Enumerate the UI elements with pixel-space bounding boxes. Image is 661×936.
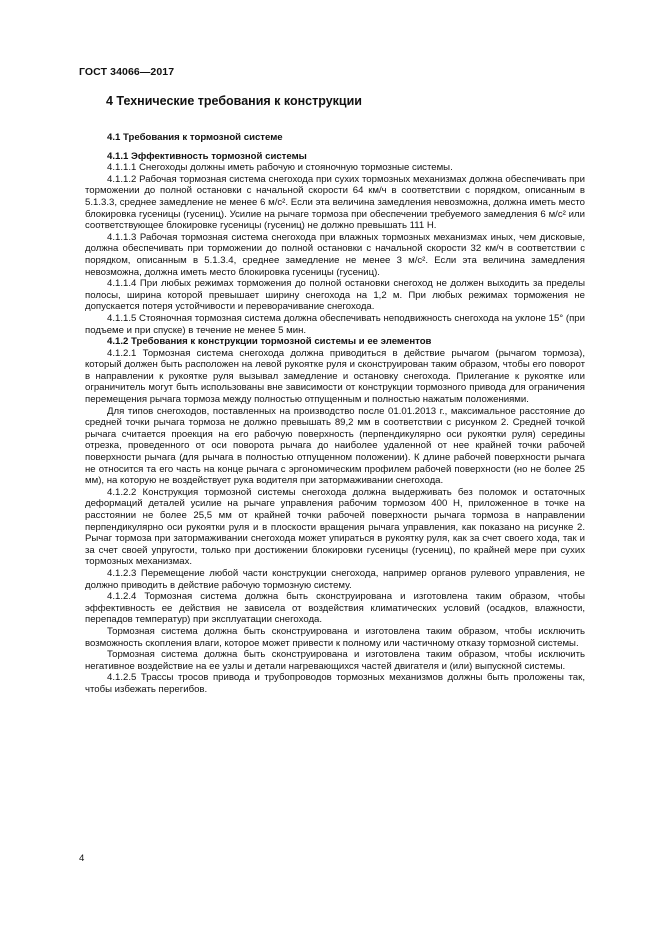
paragraph-4-1-2-4-moisture: Тормозная система должна быть сконструирована и изготовлена таким образом, чтобы исключить возможность скопления влаги, которое может привести к полному или частичному отказу тормозной системы. [85,625,585,649]
paragraph-4-1-2-2: 4.1.2.2 Конструкция тормозной системы снегохода должна выдерживать без поломок и остаточных деформаций деталей усилие на рычаге управления рабочим тормозом 400 Н, приложенное в точке на расстоянии не более 25,5 мм от крайней точки рабочей поверхности рычага тормоза в направлении перпендикулярно оси рукоятки руля и в плоскости вращения рычага управления, как показано на рисунке 2. Рычаг тормоза при затормаживании снегохода может упираться в рукоятку руля, как за счет своего хода, так и за счет своей упругости, только при достижении блокировки гусеницы (гусениц), по крайней мере при сухих тормозных механизмах. [85,486,585,568]
paragraph-4-1-2-4: 4.1.2.4 Тормозная система должна быть сконструирована и изготовлена таким образом, чтобы эффективность ее действия не зависела от воздействия климатических условий (осадков, влажности, перепадов температур) при эксплуатации снегохода. [85,591,585,626]
paragraph-4-1-2-5: 4.1.2.5 Трассы тросов привода и трубопроводов тормозных механизмов должны быть проложены так, чтобы избежать перегибов. [85,672,585,695]
paragraph-4-1-1-4: 4.1.1.4 При любых режимах торможения до полной остановки снегоход не должен выходить за пределы полосы, ширина которой превышает ширину снегохода на 1,2 м. При любых режимах торможения не допускается потеря устойчивости и переворачивание снегохода. [85,278,585,313]
paragraph-4-1-2-3: 4.1.2.3 Перемещение любой части конструкции снегохода, например органов рулевого управления, не должно приводить в действие рабочую тормозную систему. [85,567,585,591]
paragraph-4-1-2-1-continued: Для типов снегоходов, поставленных на производство после 01.01.2013 г., максимальное расстояние до средней точки рычага тормоза не должно превышать 89,2 мм в соответствии с рисунком 2. Средней точкой рычага считается проекция на его рабочую поверхность (перпендикулярно оси рукоятки руля) середины отрезка, проведенного от оси поворота рычага до наиболее удаленной от нее крайней точки рабочей поверхности рычага (для рычага в полностью отпущенном положении). К длине рабочей поверхности рычага не относится та его часть на конце рычага с эргономическим профилем рабочей поверхности (но не более 25 мм), на которую не воздействует рука водителя при затормаживании снегохода. [85,405,585,487]
subsection-heading-4-1-2: 4.1.2 Требования к конструкции тормозной системы и ее элементов [107,336,432,348]
subsection-heading-4-1-1: 4.1.1 Эффективность тормозной системы [107,150,307,162]
document-header: ГОСТ 34066—2017 [79,66,175,78]
page-number: 4 [79,853,85,864]
paragraph-4-1-1-1: 4.1.1.1 Снегоходы должны иметь рабочую и стояночную тормозные системы. [107,162,453,174]
paragraph-4-1-2-4-heat: Тормозная система должна быть сконструирована и изготовлена таким образом, чтобы исключить негативное воздействие на ее узлы и детали нагревающихся частей двигателя и (или) выпускной системы. [85,649,585,672]
paragraph-4-1-2-1: 4.1.2.1 Тормозная система снегохода должна приводиться в действие рычагом (рычагом тормоза), который должен быть расположен на левой рукоятке руля и сконструирован таким образом, чтобы его поворот в направлении к рукоятке руля вызывал замедление и остановку снегохода. Прилегание к рукоятке или ограничитель могут быть использованы вне зависимости от конструкции тормозного привода для ограничения перемещения рычага тормоза между полностью отпущенным и полностью нажатым положениями. [85,347,585,406]
paragraph-4-1-1-2: 4.1.1.2 Рабочая тормозная система снегохода при сухих тормозных механизмах должна обеспечивать при торможении до полной остановки с начальной скорости 64 км/ч в соответствии с порядком, описанным в 5.1.3.3, среднее замедление не менее 6 м/с². Если эта величина замедления невозможна, должна иметь место блокировка гусеницы (гусениц). Усилие на рычаге тормоза при обеспечении требуемого замедления 6 м/с² или соответствующее блокировке гусеницы (гусениц) не должно превышать 111 Н. [85,173,585,232]
section-heading: 4 Технические требования к конструкции [106,94,362,108]
subsection-heading-4-1: 4.1 Требования к тормозной системе [107,132,283,143]
document-body [85,132,585,696]
paragraph-4-1-1-5: 4.1.1.5 Стояночная тормозная система должна обеспечивать неподвижность снегохода на уклоне 15° (при подъеме и при спуске) в течение не менее 5 мин. [85,312,585,336]
paragraph-4-1-1-3: 4.1.1.3 Рабочая тормозная система снегохода при влажных тормозных механизмах иных, чем дисковые, должна обеспечивать при торможении до полной остановки с начальной скорости 32 км/ч в соответствии с порядком, описанным в 5.1.3.4, среднее замедление не менее 3 м/с². Если эта величина замедления невозможна, должна иметь место блокировка гусеницы (гусениц). [85,231,585,278]
